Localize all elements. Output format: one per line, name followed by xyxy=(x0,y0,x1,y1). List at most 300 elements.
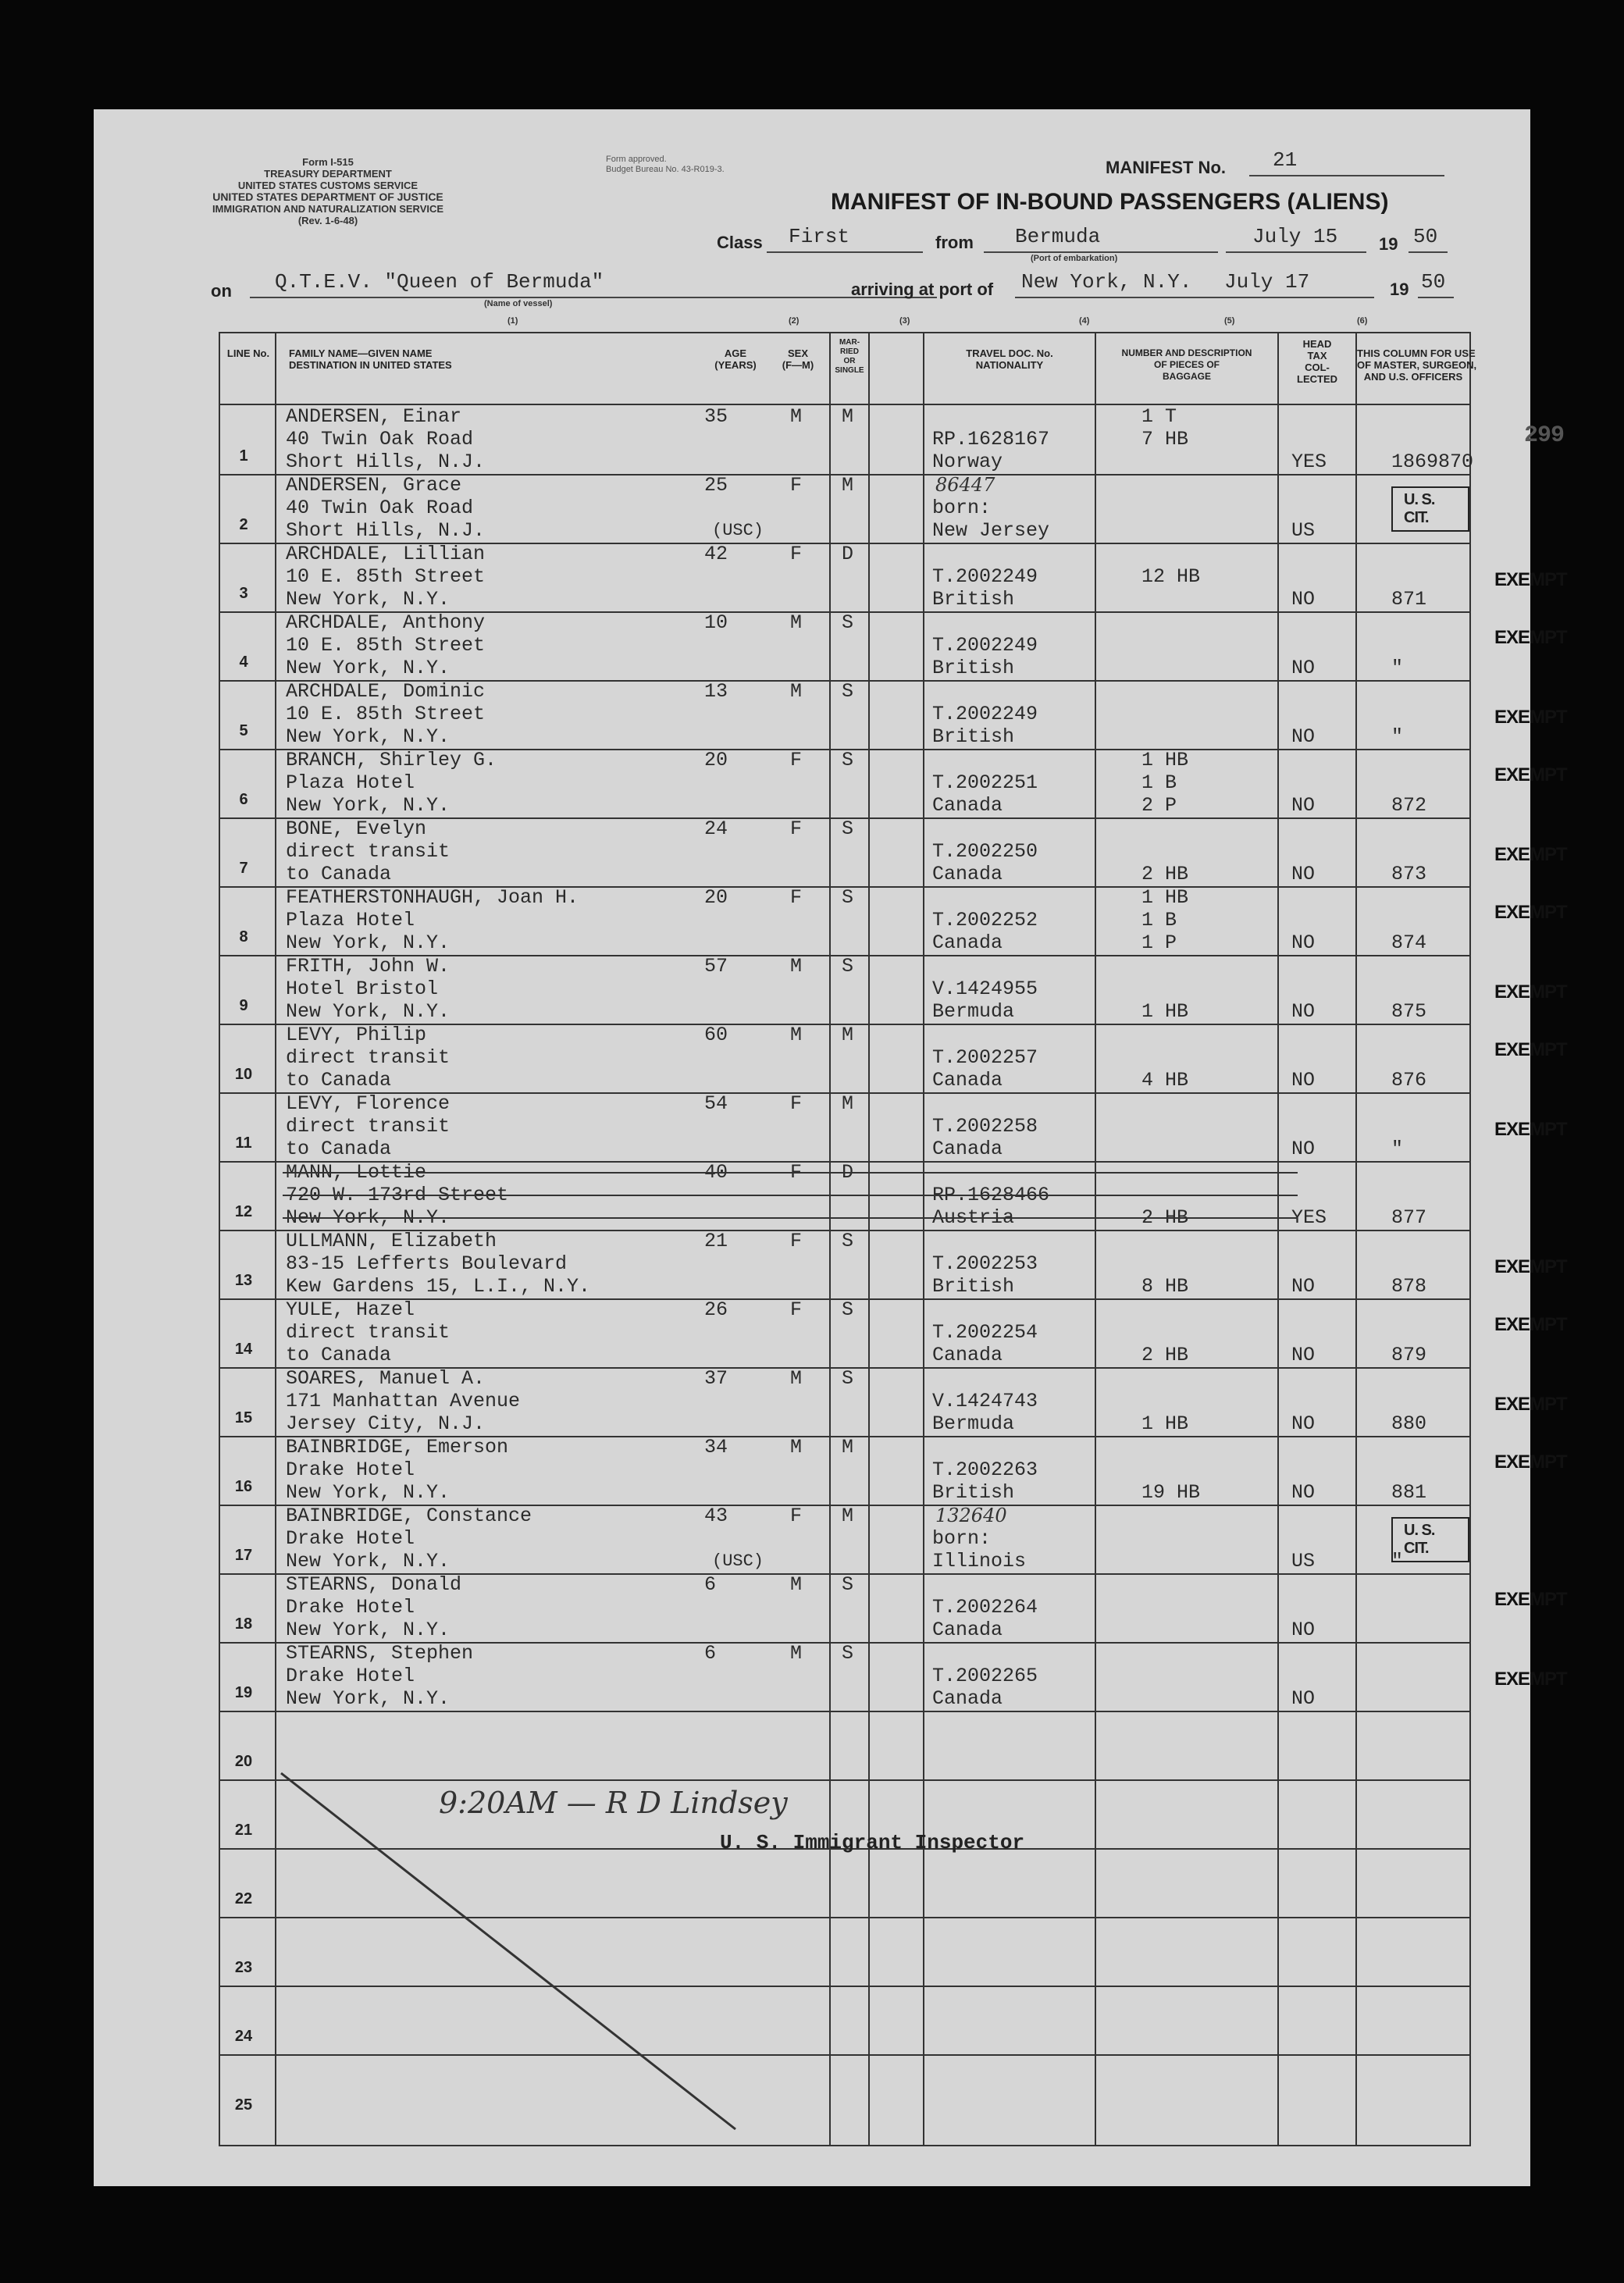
passenger-address-2: to Canada xyxy=(286,1069,392,1092)
strike-through xyxy=(283,1172,1298,1174)
passenger-address-2: New York, N.Y. xyxy=(286,725,451,748)
line-number: 17 xyxy=(234,1547,253,1564)
officer-number: 874 xyxy=(1391,931,1427,954)
nationality: Canada xyxy=(932,1344,1003,1366)
passenger-age: 6 xyxy=(704,1642,717,1665)
head-tax: NO xyxy=(1291,794,1316,817)
embarkation-caption: (Port of embarkation) xyxy=(1031,254,1118,263)
budget-bureau-no: Budget Bureau No. 43-R019-3. xyxy=(606,165,725,174)
line-number: 24 xyxy=(234,2028,253,2045)
officer-number: 881 xyxy=(1391,1481,1427,1504)
passenger-age: 43 xyxy=(704,1505,728,1527)
passenger-address-1: direct transit xyxy=(286,840,451,863)
passenger-age: 20 xyxy=(704,749,728,771)
col-header-baggage: NUMBER AND DESCRIPTION OF PIECES OF BAGGAGE xyxy=(1121,347,1252,382)
baggage-2: 1 B xyxy=(1141,771,1177,794)
travel-doc: T.2002264 xyxy=(932,1596,1038,1619)
officer-stamp: EXEMPT xyxy=(1494,707,1567,728)
table-row xyxy=(220,749,1567,817)
travel-doc: T.2002249 xyxy=(932,565,1038,588)
citizen-note: (USC) xyxy=(712,521,764,540)
from-underline xyxy=(984,251,1218,253)
marital-status: M xyxy=(842,1505,854,1527)
passenger-address-1: Drake Hotel xyxy=(286,1665,415,1687)
line-number: 3 xyxy=(239,585,248,602)
officer-number: 872 xyxy=(1391,794,1427,817)
passenger-address-1: 83-15 Lefferts Boulevard xyxy=(286,1252,568,1275)
officer-stamp: EXEMPT xyxy=(1494,1589,1567,1610)
marital-status: D xyxy=(842,543,854,565)
passenger-name: MANN, Lottie xyxy=(286,1161,427,1184)
officer-number: 880 xyxy=(1391,1412,1427,1435)
line-number: 22 xyxy=(234,1890,253,1907)
vessel-caption: (Name of vessel) xyxy=(484,299,553,308)
table-row xyxy=(220,543,1567,611)
passenger-name: ARCHDALE, Lillian xyxy=(286,543,486,565)
table-row xyxy=(220,1298,1567,1367)
passenger-address-2: New York, N.Y. xyxy=(286,1550,451,1572)
passenger-age: 34 xyxy=(704,1436,728,1458)
table-row xyxy=(220,1161,1469,1230)
passenger-address-1: 720 W. 173rd Street xyxy=(286,1184,509,1206)
nationality: British xyxy=(932,1275,1015,1298)
passenger-address-1: 10 E. 85th Street xyxy=(286,565,486,588)
line-number: 6 xyxy=(239,791,248,808)
passenger-name: YULE, Hazel xyxy=(286,1298,415,1321)
passenger-age: 35 xyxy=(704,405,728,428)
travel-doc: T.2002252 xyxy=(932,909,1038,931)
marital-status: S xyxy=(842,680,854,703)
head-tax: NO xyxy=(1291,1687,1316,1710)
officer-number: " xyxy=(1391,1138,1404,1160)
passenger-sex: F xyxy=(790,543,803,565)
officer-number: 1869870 xyxy=(1391,451,1474,473)
baggage-2: 7 HB xyxy=(1141,428,1189,451)
head-tax: NO xyxy=(1291,588,1316,611)
passenger-name: LEVY, Florence xyxy=(286,1092,451,1115)
arriving-label: arriving at port of xyxy=(851,280,994,299)
passenger-name: ANDERSEN, Grace xyxy=(286,474,462,497)
line-number: 15 xyxy=(234,1409,253,1426)
head-tax: NO xyxy=(1291,1275,1316,1298)
officer-number: 873 xyxy=(1391,863,1427,885)
passenger-sex: F xyxy=(790,886,803,909)
passenger-address-2: Kew Gardens 15, L.I., N.Y. xyxy=(286,1275,591,1298)
passenger-sex: M xyxy=(790,1642,803,1665)
passenger-sex: M xyxy=(790,1367,803,1390)
passenger-name: STEARNS, Stephen xyxy=(286,1642,474,1665)
head-tax: NO xyxy=(1291,1619,1316,1641)
travel-doc: RP.1628466 xyxy=(932,1184,1050,1206)
passenger-name: ARCHDALE, Dominic xyxy=(286,680,486,703)
passenger-address-2: New York, N.Y. xyxy=(286,1206,451,1229)
col-header-tax: HEAD TAX COL- LECTED xyxy=(1297,338,1337,385)
nationality: Canada xyxy=(932,1138,1003,1160)
year-prefix-2: 19 xyxy=(1390,280,1409,299)
marital-status: M xyxy=(842,474,854,497)
head-tax: NO xyxy=(1291,931,1316,954)
travel-doc: T.2002254 xyxy=(932,1321,1038,1344)
passenger-address-1: direct transit xyxy=(286,1321,451,1344)
passenger-address-2: New York, N.Y. xyxy=(286,588,451,611)
passenger-sex: M xyxy=(790,611,803,634)
passenger-age: 54 xyxy=(704,1092,728,1115)
passenger-sex: F xyxy=(790,1230,803,1252)
passenger-sex: M xyxy=(790,405,803,428)
table-row xyxy=(220,1642,1567,1711)
passenger-table xyxy=(219,332,1567,2146)
travel-doc: born: xyxy=(932,497,992,519)
baggage-3: 2 HB xyxy=(1141,1344,1189,1366)
passenger-address-1: Drake Hotel xyxy=(286,1596,415,1619)
nationality: Canada xyxy=(932,931,1003,954)
line-number: 20 xyxy=(234,1753,253,1770)
passenger-address-2: New York, N.Y. xyxy=(286,1481,451,1504)
from-label: from xyxy=(935,233,974,252)
col-header-name: FAMILY NAME—GIVEN NAME DESTINATION IN UNITED STATES xyxy=(289,347,452,371)
officer-stamp: EXEMPT xyxy=(1494,1669,1567,1690)
table-row xyxy=(220,1505,1469,1573)
passenger-name: BAINBRIDGE, Emerson xyxy=(286,1436,509,1458)
class-label: Class xyxy=(717,233,763,252)
line-number: 1 xyxy=(239,447,248,465)
marital-status: M xyxy=(842,1092,854,1115)
strike-through xyxy=(283,1195,1298,1196)
officer-stamp: EXEMPT xyxy=(1494,627,1567,648)
baggage-1: 1 HB xyxy=(1141,749,1189,771)
passenger-age: 26 xyxy=(704,1298,728,1321)
passenger-sex: F xyxy=(790,1161,803,1184)
head-tax: NO xyxy=(1291,1412,1316,1435)
manifest-no-label: MANIFEST No. xyxy=(1106,158,1226,177)
travel-doc: T.2002251 xyxy=(932,771,1038,794)
line-number: 7 xyxy=(239,860,248,877)
col-header-age: AGE (YEARS) xyxy=(714,347,757,371)
travel-doc: T.2002249 xyxy=(932,703,1038,725)
officer-stamp: EXEMPT xyxy=(1494,1119,1567,1140)
officer-stamp: EXEMPT xyxy=(1494,764,1567,785)
travel-doc: RP.1628167 xyxy=(932,428,1050,451)
class-value: First xyxy=(789,225,850,248)
line-number: 21 xyxy=(234,1822,253,1839)
marital-status: S xyxy=(842,749,854,771)
table-row xyxy=(220,405,1565,474)
officer-number: 878 xyxy=(1391,1275,1427,1298)
col-number: (2) xyxy=(789,316,800,326)
baggage-1: 1 HB xyxy=(1141,886,1189,909)
officer-stamp: EXEMPT xyxy=(1494,1394,1567,1415)
table-row xyxy=(220,955,1567,1024)
table-row xyxy=(220,1024,1567,1092)
passenger-address-1: direct transit xyxy=(286,1115,451,1138)
passenger-age: 40 xyxy=(704,1161,728,1184)
marital-status: S xyxy=(842,611,854,634)
passenger-address-1: 40 Twin Oak Road xyxy=(286,428,474,451)
head-tax: NO xyxy=(1291,1000,1316,1023)
customs-service: UNITED STATES CUSTOMS SERVICE xyxy=(237,180,418,191)
passenger-age: 37 xyxy=(704,1367,728,1390)
nationality: Canada xyxy=(932,794,1003,817)
year-prefix-1: 19 xyxy=(1379,234,1398,254)
handwritten-doc-number: 132640 xyxy=(935,1505,1007,1526)
ins-service: IMMIGRATION AND NATURALIZATION SERVICE xyxy=(212,203,444,215)
passenger-sex: M xyxy=(790,955,803,978)
col-header-use: THIS COLUMN FOR USE OF MASTER, SURGEON, AND U.S. OFFICERS xyxy=(1357,347,1477,383)
officer-number: " xyxy=(1391,657,1404,679)
passenger-sex: M xyxy=(790,1024,803,1046)
passenger-address-1: Plaza Hotel xyxy=(286,909,415,931)
nationality: Bermuda xyxy=(932,1000,1015,1023)
marital-status: S xyxy=(842,817,854,840)
passenger-address-1: 10 E. 85th Street xyxy=(286,634,486,657)
officer-stamp: 299 xyxy=(1524,422,1565,449)
line-number: 2 xyxy=(239,516,248,533)
manifest-no-underline xyxy=(1249,175,1444,176)
officer-number: 875 xyxy=(1391,1000,1427,1023)
line-number: 23 xyxy=(234,1959,253,1976)
table-row xyxy=(220,611,1567,680)
passenger-age: 25 xyxy=(704,474,728,497)
travel-doc: T.2002258 xyxy=(932,1115,1038,1138)
agency-block xyxy=(211,156,445,226)
officer-number: 879 xyxy=(1391,1344,1427,1366)
baggage-3: 4 HB xyxy=(1141,1069,1189,1092)
passenger-address-2: New York, N.Y. xyxy=(286,1619,451,1641)
head-tax: NO xyxy=(1291,657,1316,679)
travel-doc: T.2002250 xyxy=(932,840,1038,863)
table-row xyxy=(220,1367,1567,1436)
passenger-age: 42 xyxy=(704,543,728,565)
marital-status: S xyxy=(842,1642,854,1665)
officer-stamp: EXEMPT xyxy=(1494,981,1567,1003)
baggage-2: 12 HB xyxy=(1141,565,1201,588)
line-number: 5 xyxy=(239,722,248,739)
line-number: 8 xyxy=(239,928,248,946)
head-tax: NO xyxy=(1291,1481,1316,1504)
manifest-no-value: 21 xyxy=(1273,148,1298,172)
line-number: 18 xyxy=(234,1615,253,1633)
date1-underline xyxy=(1226,251,1366,253)
travel-doc: T.2002249 xyxy=(932,634,1038,657)
passenger-name: BONE, Evelyn xyxy=(286,817,427,840)
line-number: 19 xyxy=(234,1684,253,1701)
head-tax: NO xyxy=(1291,1344,1316,1366)
line-number: 11 xyxy=(235,1134,252,1152)
head-tax: US xyxy=(1291,1550,1316,1572)
nationality: Canada xyxy=(932,1069,1003,1092)
line-number: 10 xyxy=(234,1066,253,1083)
form-revision: (Rev. 1-6-48) xyxy=(297,215,358,226)
baggage-3: 19 HB xyxy=(1141,1481,1201,1504)
marital-status: M xyxy=(842,405,854,428)
passenger-age: 13 xyxy=(704,680,728,703)
passenger-age: 21 xyxy=(704,1230,728,1252)
passenger-sex: F xyxy=(790,817,803,840)
baggage-3: 2 P xyxy=(1141,794,1177,817)
passenger-address-1: 40 Twin Oak Road xyxy=(286,497,474,519)
passenger-age: 57 xyxy=(704,955,728,978)
passenger-sex: F xyxy=(790,1298,803,1321)
passenger-sex: M xyxy=(790,680,803,703)
officer-stamp: EXEMPT xyxy=(1494,569,1567,590)
passenger-address-2: to Canada xyxy=(286,863,392,885)
embark-date: July 15 xyxy=(1252,225,1338,248)
passenger-name: STEARNS, Donald xyxy=(286,1573,462,1596)
passenger-sex: F xyxy=(790,749,803,771)
embark-year: 50 xyxy=(1413,225,1438,248)
nationality: Bermuda xyxy=(932,1412,1015,1435)
marital-status: S xyxy=(842,955,854,978)
nationality: New Jersey xyxy=(932,519,1050,542)
table-row xyxy=(220,474,1469,543)
passenger-name: SOARES, Manuel A. xyxy=(286,1367,486,1390)
handwritten-doc-number: 86447 xyxy=(935,474,995,496)
officer-stamp: EXEMPT xyxy=(1494,844,1567,865)
manifest-page xyxy=(94,109,1567,2186)
passenger-address-2: Short Hills, N.J. xyxy=(286,519,486,542)
marital-status: S xyxy=(842,1298,854,1321)
marital-status: S xyxy=(842,1573,854,1596)
passenger-sex: M xyxy=(790,1573,803,1596)
arrival-date: July 17 xyxy=(1224,270,1310,294)
head-tax: NO xyxy=(1291,1069,1316,1092)
nationality: Canada xyxy=(932,863,1003,885)
baggage-3: 2 HB xyxy=(1141,1206,1189,1229)
col-header-line: LINE No. xyxy=(226,347,270,359)
marital-status: S xyxy=(842,1230,854,1252)
head-tax: NO xyxy=(1291,725,1316,748)
officer-stamp: U. S. CIT. xyxy=(1391,1517,1469,1562)
passenger-address-2: New York, N.Y. xyxy=(286,794,451,817)
passenger-address-1: 171 Manhattan Avenue xyxy=(286,1390,521,1412)
table-row xyxy=(220,680,1567,749)
officer-number: 877 xyxy=(1391,1206,1427,1229)
officer-number: 871 xyxy=(1391,588,1427,611)
table-row xyxy=(220,886,1567,955)
passenger-address-2: New York, N.Y. xyxy=(286,1000,451,1023)
col-number: (6) xyxy=(1357,316,1368,326)
table-row xyxy=(220,817,1567,886)
passenger-address-1: 10 E. 85th Street xyxy=(286,703,486,725)
passenger-address-2: to Canada xyxy=(286,1344,392,1366)
line-number: 9 xyxy=(239,997,248,1014)
marital-status: M xyxy=(842,1024,854,1046)
nationality: British xyxy=(932,657,1015,679)
passenger-address-2: Short Hills, N.J. xyxy=(286,451,486,473)
officer-stamp: EXEMPT xyxy=(1494,1451,1567,1473)
nationality: British xyxy=(932,1481,1015,1504)
nationality: Canada xyxy=(932,1619,1003,1641)
budget-approved: Form approved. xyxy=(606,155,667,164)
passenger-name: ANDERSEN, Einar xyxy=(286,405,462,428)
passenger-sex: F xyxy=(790,1092,803,1115)
table-row xyxy=(220,1436,1567,1505)
baggage-3: 1 HB xyxy=(1141,1000,1189,1023)
officer-stamp: EXEMPT xyxy=(1494,1256,1567,1277)
marital-status: M xyxy=(842,1436,854,1458)
passenger-address-2: New York, N.Y. xyxy=(286,931,451,954)
passenger-name: FEATHERSTONHAUGH, Joan H. xyxy=(286,886,579,909)
passenger-address-1: Drake Hotel xyxy=(286,1458,415,1481)
officer-number: " xyxy=(1391,725,1404,748)
head-tax: YES xyxy=(1291,451,1327,473)
travel-doc: V.1424743 xyxy=(932,1390,1038,1412)
travel-doc: T.2002253 xyxy=(932,1252,1038,1275)
passenger-address-1: Plaza Hotel xyxy=(286,771,415,794)
class-underline xyxy=(767,251,923,253)
officer-stamp: EXEMPT xyxy=(1494,902,1567,923)
officer-stamp: EXEMPT xyxy=(1494,1314,1567,1335)
from-value: Bermuda xyxy=(1015,225,1101,248)
passenger-address-2: Jersey City, N.J. xyxy=(286,1412,486,1435)
head-tax: NO xyxy=(1291,1138,1316,1160)
baggage-3: 1 P xyxy=(1141,931,1177,954)
port-underline xyxy=(1015,297,1374,298)
col-number: (1) xyxy=(508,316,518,326)
inspector-label: U. S. Immigrant Inspector xyxy=(720,1831,1025,1854)
arrival-year: 50 xyxy=(1421,270,1446,294)
passenger-sex: F xyxy=(790,474,803,497)
year1-underline xyxy=(1409,251,1448,253)
year2-underline xyxy=(1418,297,1454,298)
passenger-sex: F xyxy=(790,1505,803,1527)
passenger-address-2: New York, N.Y. xyxy=(286,1687,451,1710)
col-number: (5) xyxy=(1224,316,1235,326)
col-header-travel: TRAVEL DOC. No. NATIONALITY xyxy=(966,347,1053,371)
col-number: (3) xyxy=(899,316,910,326)
form-number: Form I-515 xyxy=(302,156,354,168)
travel-doc: V.1424955 xyxy=(932,978,1038,1000)
officer-stamp: EXEMPT xyxy=(1494,1039,1567,1060)
nationality: Canada xyxy=(932,1687,1003,1710)
travel-doc: born: xyxy=(932,1527,992,1550)
head-tax: NO xyxy=(1291,863,1316,885)
marital-status: S xyxy=(842,886,854,909)
line-number: 13 xyxy=(234,1272,253,1289)
line-number: 4 xyxy=(239,654,248,671)
travel-doc: T.2002263 xyxy=(932,1458,1038,1481)
passenger-name: ARCHDALE, Anthony xyxy=(286,611,486,634)
vessel-underline xyxy=(250,297,937,298)
justice-dept: UNITED STATES DEPARTMENT OF JUSTICE xyxy=(212,191,443,203)
col-number: (4) xyxy=(1079,316,1090,326)
nationality: Illinois xyxy=(932,1550,1027,1572)
passenger-name: LEVY, Philip xyxy=(286,1024,427,1046)
arrival-port: New York, N.Y. xyxy=(1021,270,1192,294)
baggage-3: 2 HB xyxy=(1141,863,1189,885)
nationality: British xyxy=(932,588,1015,611)
line-number: 16 xyxy=(234,1478,253,1495)
passenger-sex: M xyxy=(790,1436,803,1458)
treasury-dept: TREASURY DEPARTMENT xyxy=(264,168,392,180)
strike-through xyxy=(283,1217,1298,1219)
line-number: 25 xyxy=(234,2096,253,2114)
passenger-age: 60 xyxy=(704,1024,728,1046)
baggage-3: 1 HB xyxy=(1141,1412,1189,1435)
line-number: 14 xyxy=(234,1341,253,1358)
officer-stamp: U. S. CIT. xyxy=(1391,486,1469,532)
nationality: Norway xyxy=(932,451,1003,473)
head-tax: YES xyxy=(1291,1206,1327,1229)
passenger-address-1: direct transit xyxy=(286,1046,451,1069)
table-row xyxy=(220,1230,1567,1298)
passenger-name: FRITH, John W. xyxy=(286,955,451,978)
nationality: British xyxy=(932,725,1015,748)
officer-number: 876 xyxy=(1391,1069,1427,1092)
passenger-address-1: Hotel Bristol xyxy=(286,978,439,1000)
passenger-age: 20 xyxy=(704,886,728,909)
inspector-signature: 9:20AM — R D Lindsey xyxy=(439,1786,788,1820)
